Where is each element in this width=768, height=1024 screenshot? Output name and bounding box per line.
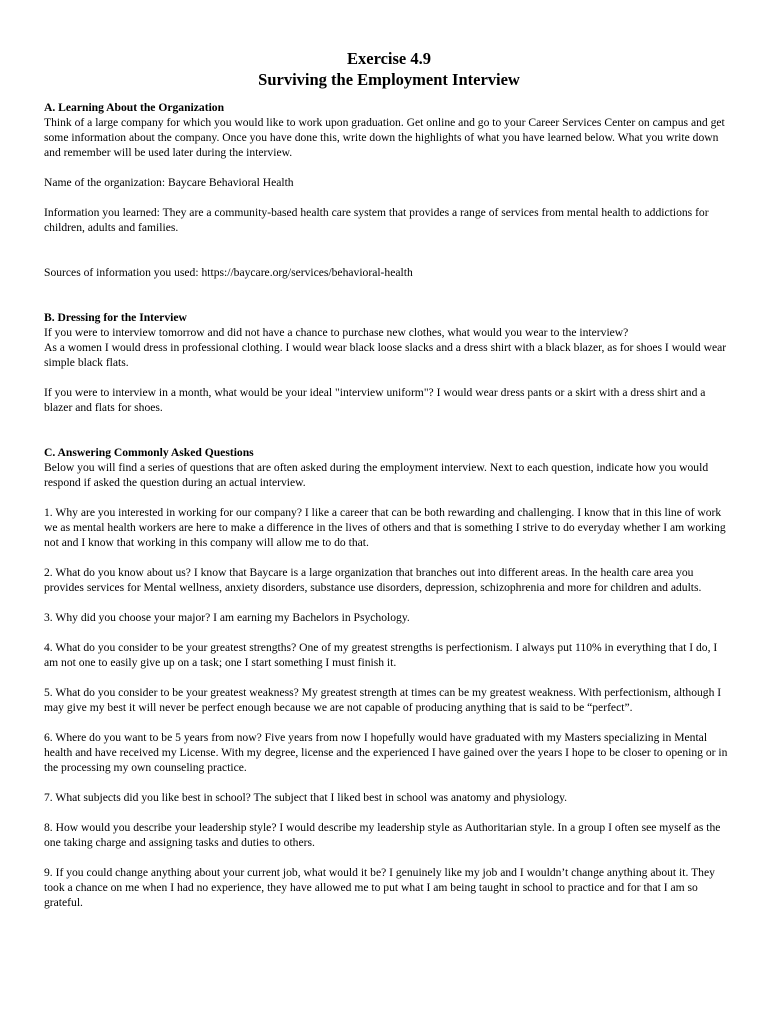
question-item: 9. If you could change anything about your current job, what would it be? I genuinely like my job and I wouldn’t change anything about it. They took a chance on me when I had no experience, they have allowed me to put what I am being taught in school to practice and for that I am so grateful.	[44, 866, 715, 909]
question-item: 3. Why did you choose your major? I am earning my Bachelors in Psychology.	[44, 611, 410, 624]
question-item: 8. How would you describe your leadership style? I would describe my leadership style as Authoritarian style. In a group I often see myself as the one taking charge and assigning tasks and duties to others.	[44, 821, 721, 849]
section-c-heading: C. Answering Commonly Asked Questions	[44, 446, 254, 459]
question-item: 7. What subjects did you like best in school? The subject that I liked best in school was anatomy and physiology.	[44, 791, 568, 804]
info-learned-answer: Information you learned: They are a community-based health care system that provides a range of services from mental health to addictions for children, adults and families.	[44, 206, 709, 234]
section-b-question-2: If you were to interview in a month, what would be your ideal "interview uniform"? I would wear dress pants or a skirt with a dress shirt and a blazer and flats for shoes.	[44, 386, 706, 414]
question-item: 2. What do you know about us? I know that Baycare is a large organization that branches out into different areas. In the health care area you provides services for Mental wellness, anxiety disorders, substance use disorders, depression, schizophrenia and more for children and adults.	[44, 566, 702, 594]
org-name-answer: Name of the organization: Baycare Behavioral Health	[44, 176, 294, 189]
question-item: 6. Where do you want to be 5 years from now? Five years from now I hopefully would have graduated with my Masters specializing in Mental health and have received my License. With my degree, license and the experienced I have gained over the years I hope to be closer to opening or in the processing my own counseling practice.	[44, 731, 728, 774]
section-b-question-1: If you were to interview tomorrow and did not have a chance to purchase new clothes, what would you wear to the interview?	[44, 326, 629, 339]
question-item: 4. What do you consider to be your greatest strengths? One of my greatest strengths is perfectionism. I always put 110% in everything that I do, I am not one to easily give up on a task; one I start something I must finish it.	[44, 641, 718, 669]
section-a-intro: Think of a large company for which you would like to work upon graduation. Get online and go to your Career Services Center on campus and get some information about the company. Once you have done this, write down the highlights of what you have learned below. What you write down and remember will be used later during the interview.	[44, 116, 725, 159]
section-b	[44, 310, 734, 415]
document-page	[44, 48, 734, 910]
section-c	[44, 445, 734, 910]
section-b-heading: B. Dressing for the Interview	[44, 311, 187, 324]
question-item: 1. Why are you interested in working for our company? I like a career that can be both rewarding and challenging. I know that in this line of work we as mental health workers are here to make a difference in the lives of others and that is something I strive to do everyday whether I am working not and I know that working in this company will allow me to do that.	[44, 506, 726, 549]
exercise-number: Exercise 4.9	[346, 49, 431, 68]
section-b-answer-1: As a women I would dress in professional clothing. I would wear black loose slacks and a dress shirt with a black blazer, as for shoes I would wear simple black flats.	[44, 341, 727, 369]
section-a	[44, 100, 734, 280]
section-a-heading: A. Learning About the Organization	[44, 101, 225, 114]
sources-answer: Sources of information you used: https://baycare.org/services/behavioral-health	[44, 266, 413, 279]
title-block	[44, 48, 734, 90]
section-c-intro: Below you will find a series of questions that are often asked during the employment interview. Next to each question, indicate how you would respond if asked the question during an actual interview.	[44, 461, 709, 489]
question-item: 5. What do you consider to be your greatest weakness? My greatest strength at times can be my greatest weakness. With perfectionism, although I may give my best it will never be perfect enough because we are not capable of producing anything that is said to be “perfect”.	[44, 686, 722, 714]
document-title: Surviving the Employment Interview	[258, 70, 520, 89]
